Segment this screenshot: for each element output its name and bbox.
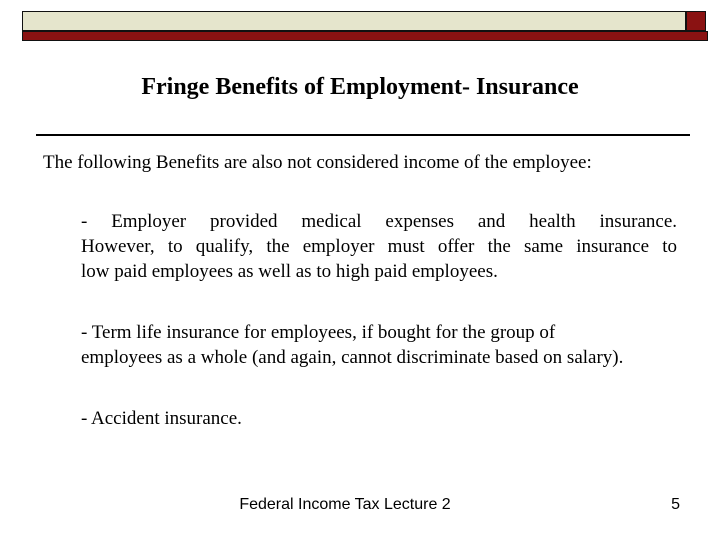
benefit-item-line: - Employer provided medical expenses and health insurance. (81, 211, 677, 232)
benefit-item-line: However, to qualify, the employer must offer the same insurance to (81, 236, 677, 257)
title-divider (36, 134, 690, 136)
benefit-item-accident (81, 406, 677, 431)
benefit-item-line: - Term life insurance for employees, if bought for the group of (81, 322, 556, 343)
benefit-item-term-life (81, 320, 677, 370)
header-decor-red-square (686, 11, 706, 31)
benefit-item-line: - Accident insurance. (81, 408, 242, 429)
benefit-item-line: low paid employees as well as to high paid employees. (81, 261, 498, 282)
benefit-item-medical (81, 209, 677, 284)
benefit-item-line: employees as a whole (and again, cannot discriminate based on salary). (81, 347, 624, 368)
slide-title: Fringe Benefits of Employment- Insurance (141, 74, 579, 100)
intro-text: The following Benefits are also not considered income of the employee: (43, 152, 592, 173)
page-number: 5 (671, 496, 680, 513)
footer-text: Federal Income Tax Lecture 2 (239, 496, 451, 513)
header-decor-red-stripe (22, 31, 708, 41)
header-decor-band (22, 11, 686, 31)
